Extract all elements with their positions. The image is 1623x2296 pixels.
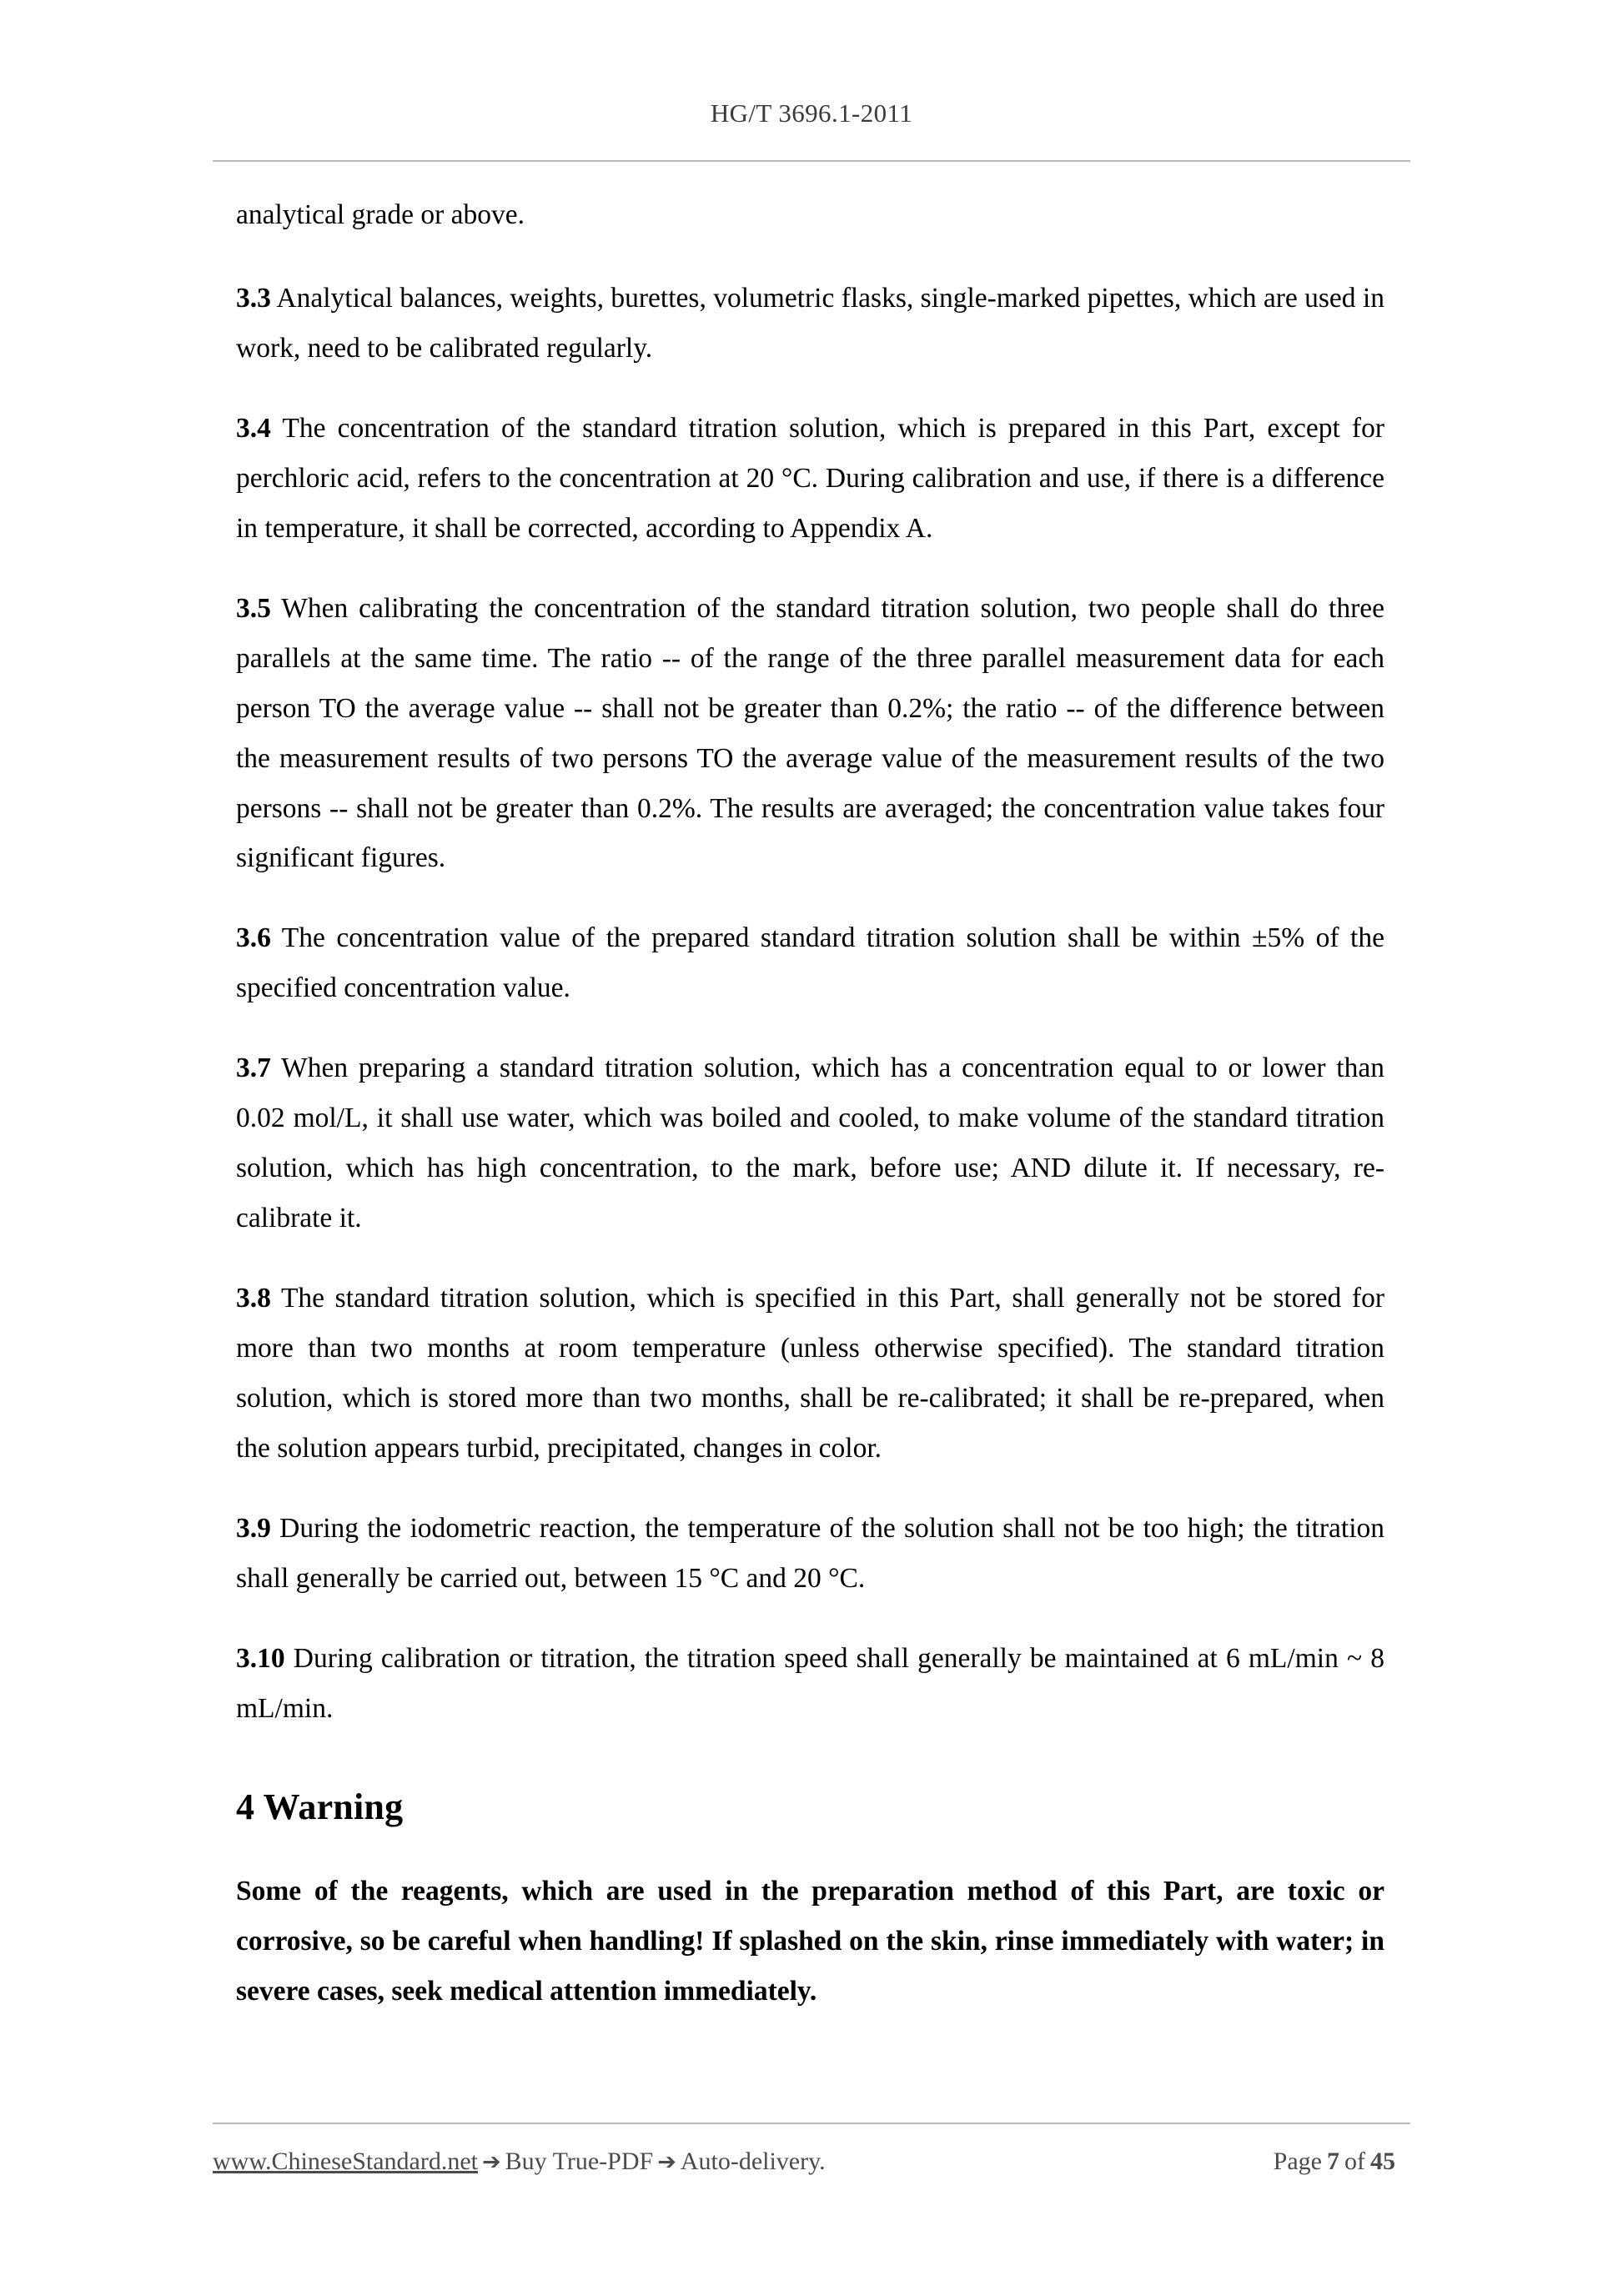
page-header: [213, 98, 1410, 128]
clause-3-7: [236, 1043, 1384, 1243]
clause-number: 3.8: [236, 1283, 271, 1314]
clause-3-10: [236, 1634, 1384, 1734]
page-footer: [213, 2148, 1410, 2176]
clause-3-6: [236, 913, 1384, 1013]
arrow-right-icon: ➔: [482, 2149, 501, 2175]
website-link[interactable]: www.ChineseStandard.net: [213, 2148, 478, 2175]
standard-code-header: HG/T 3696.1-2011: [710, 98, 913, 128]
clause-3-9: [236, 1504, 1384, 1604]
footer-promo-text-1: Buy True-PDF: [505, 2148, 654, 2175]
clause-number: 3.4: [236, 412, 271, 444]
clause-number: 3.7: [236, 1053, 271, 1084]
paragraph-text: analytical grade or above.: [236, 199, 525, 230]
footer-promo-text-2: Auto-delivery.: [680, 2148, 826, 2175]
paragraph-text: The concentration value of the prepared standard titration solution shall be within ±5% of the specified concentration value.: [236, 922, 1384, 1004]
paragraph-text: Analytical balances, weights, burettes, volumetric flasks, single-marked pipettes, which are used in work, need to be calibrated regularly.: [236, 282, 1385, 364]
paragraph-text: During the iodometric reaction, the temperature of the solution shall not be too high; the titration shall generally be carried out, between 15 °C and 20 °C.: [236, 1512, 1384, 1594]
clause-number: 3.6: [236, 922, 271, 954]
clause-number: 3.10: [236, 1642, 285, 1674]
current-page-number: 7: [1327, 2148, 1339, 2175]
clause-3-8: [236, 1274, 1384, 1474]
header-divider: [213, 160, 1410, 162]
page-indicator: [1274, 2148, 1410, 2176]
clause-3-5: [236, 584, 1384, 884]
paragraph-text: When preparing a standard titration solution, which has a concentration equal to or lower than 0.02 mol/L, it shall use water, which was boiled and cooled, to make volume of the standard titration solution, which has high concentration, to the mark, before use; AND dilute it. If necessary, re-calibrate it.: [236, 1053, 1384, 1234]
paragraph-continuation: [236, 190, 1384, 240]
document-body: [236, 190, 1384, 2017]
paragraph-text: The standard titration solution, which is specified in this Part, shall generally not be stored for more than two months at room temperature (unless otherwise specified). The standard titration solution, which is stored more than two months, shall be re-calibrated; it shall be re-prepared, when the solution appears turbid, precipitated, changes in color.: [236, 1283, 1384, 1465]
clause-number: 3.5: [236, 592, 271, 624]
footer-promo: [213, 2148, 826, 2176]
clause-3-4: [236, 404, 1384, 554]
footer-divider: [213, 2123, 1410, 2124]
arrow-right-icon: ➔: [657, 2149, 676, 2175]
of-label: of: [1344, 2148, 1365, 2175]
clause-3-3: [236, 274, 1384, 374]
total-page-count: 45: [1370, 2148, 1395, 2175]
paragraph-text: The concentration of the standard titration solution, which is prepared in this Part, except for perchloric acid, refers to the concentration at 20 °C. During calibration and use, if there is a difference in temperature, it shall be corrected, according to Appendix A.: [236, 412, 1384, 544]
warning-paragraph: Some of the reagents, which are used in the preparation method of this Part, are toxic or corrosive, so be careful when handling! If splashed on the skin, rinse immediately with water; in severe cases, seek medical attention immediately.: [236, 1875, 1384, 2007]
paragraph-text: When calibrating the concentration of the standard titration solution, two people shall do three parallels at the same time. The ratio -- of the range of the three parallel measurement data for each person TO the average value -- shall not be greater than 0.2%; the ratio -- of the difference between the measurement results of two persons TO the average value of the measurement results of the two persons -- shall not be greater than 0.2%. The results are averaged; the concentration value takes four significant figures.: [236, 592, 1384, 874]
page-label: Page: [1273, 2148, 1322, 2175]
clause-number: 3.3: [236, 282, 271, 314]
paragraph-text: During calibration or titration, the titration speed shall generally be maintained at 6 mL/min ~ 8 mL/min.: [236, 1642, 1385, 1724]
section-heading-warning: 4 Warning: [236, 1786, 404, 1827]
clause-number: 3.9: [236, 1512, 271, 1544]
